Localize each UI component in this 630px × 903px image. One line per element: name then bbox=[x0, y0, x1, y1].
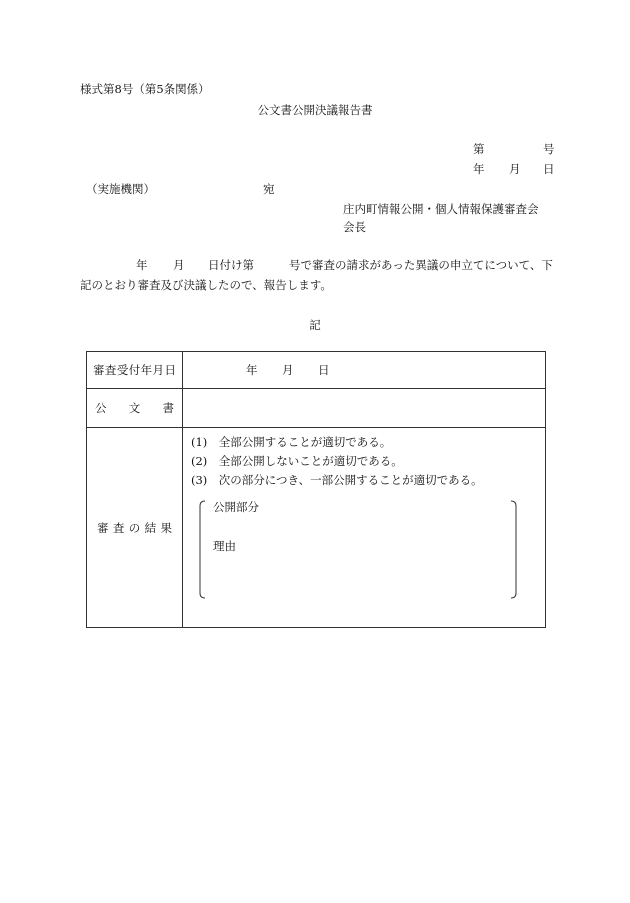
table-row bbox=[87, 389, 546, 428]
body-line1-rest: 号で審査の請求があった異議の申立てについて、下 bbox=[289, 258, 553, 272]
row-label-result: 審 査 の 結 果 bbox=[87, 428, 183, 628]
option-1: (1) 全部公開することが適切である。 bbox=[191, 435, 392, 449]
form-number: 様式第8号（第5条関係） bbox=[80, 82, 210, 96]
body-month: 月 bbox=[173, 258, 185, 272]
recipient-agency: （実施機関） bbox=[86, 182, 155, 196]
ki-heading: 記 bbox=[309, 318, 321, 332]
date-year: 年 bbox=[473, 162, 485, 176]
sender-title: 会長 bbox=[343, 220, 366, 234]
row-label-public-document: 公 文 書 bbox=[87, 389, 183, 428]
option-3: (3) 次の部分につき、一部公開することが適切である。 bbox=[191, 473, 483, 487]
date-day: 日 bbox=[543, 162, 555, 176]
row-value-result[interactable] bbox=[183, 428, 546, 628]
bracket-frame bbox=[199, 500, 517, 599]
receipt-year: 年 bbox=[246, 363, 258, 377]
number-go: 号 bbox=[543, 142, 555, 156]
document-title: 公文書公開決議報告書 bbox=[257, 103, 373, 117]
row-value-receipt-date[interactable] bbox=[183, 352, 546, 389]
table-row bbox=[87, 352, 546, 389]
body-year: 年 bbox=[136, 258, 148, 272]
body-line2: 記のとおり審査及び決議したので、報告します。 bbox=[80, 278, 332, 292]
date-month: 月 bbox=[509, 162, 521, 176]
recipient-ate: 宛 bbox=[263, 182, 275, 196]
disclosed-part-label: 公開部分 bbox=[213, 500, 259, 514]
table-row bbox=[87, 428, 546, 628]
option-2: (2) 全部公開しないことが適切である。 bbox=[191, 454, 403, 468]
body-day-no: 日付け第 bbox=[208, 258, 254, 272]
report-table bbox=[86, 351, 546, 628]
reason-label: 理由 bbox=[213, 539, 236, 553]
receipt-month: 月 bbox=[282, 363, 294, 377]
receipt-day: 日 bbox=[318, 363, 330, 377]
row-value-public-document[interactable] bbox=[183, 389, 546, 428]
sender-org: 庄内町情報公開・個人情報保護審査会 bbox=[343, 202, 539, 216]
row-label-receipt-date: 審 査 受 付 年 月 日 bbox=[87, 352, 183, 389]
number-dai: 第 bbox=[473, 142, 485, 156]
